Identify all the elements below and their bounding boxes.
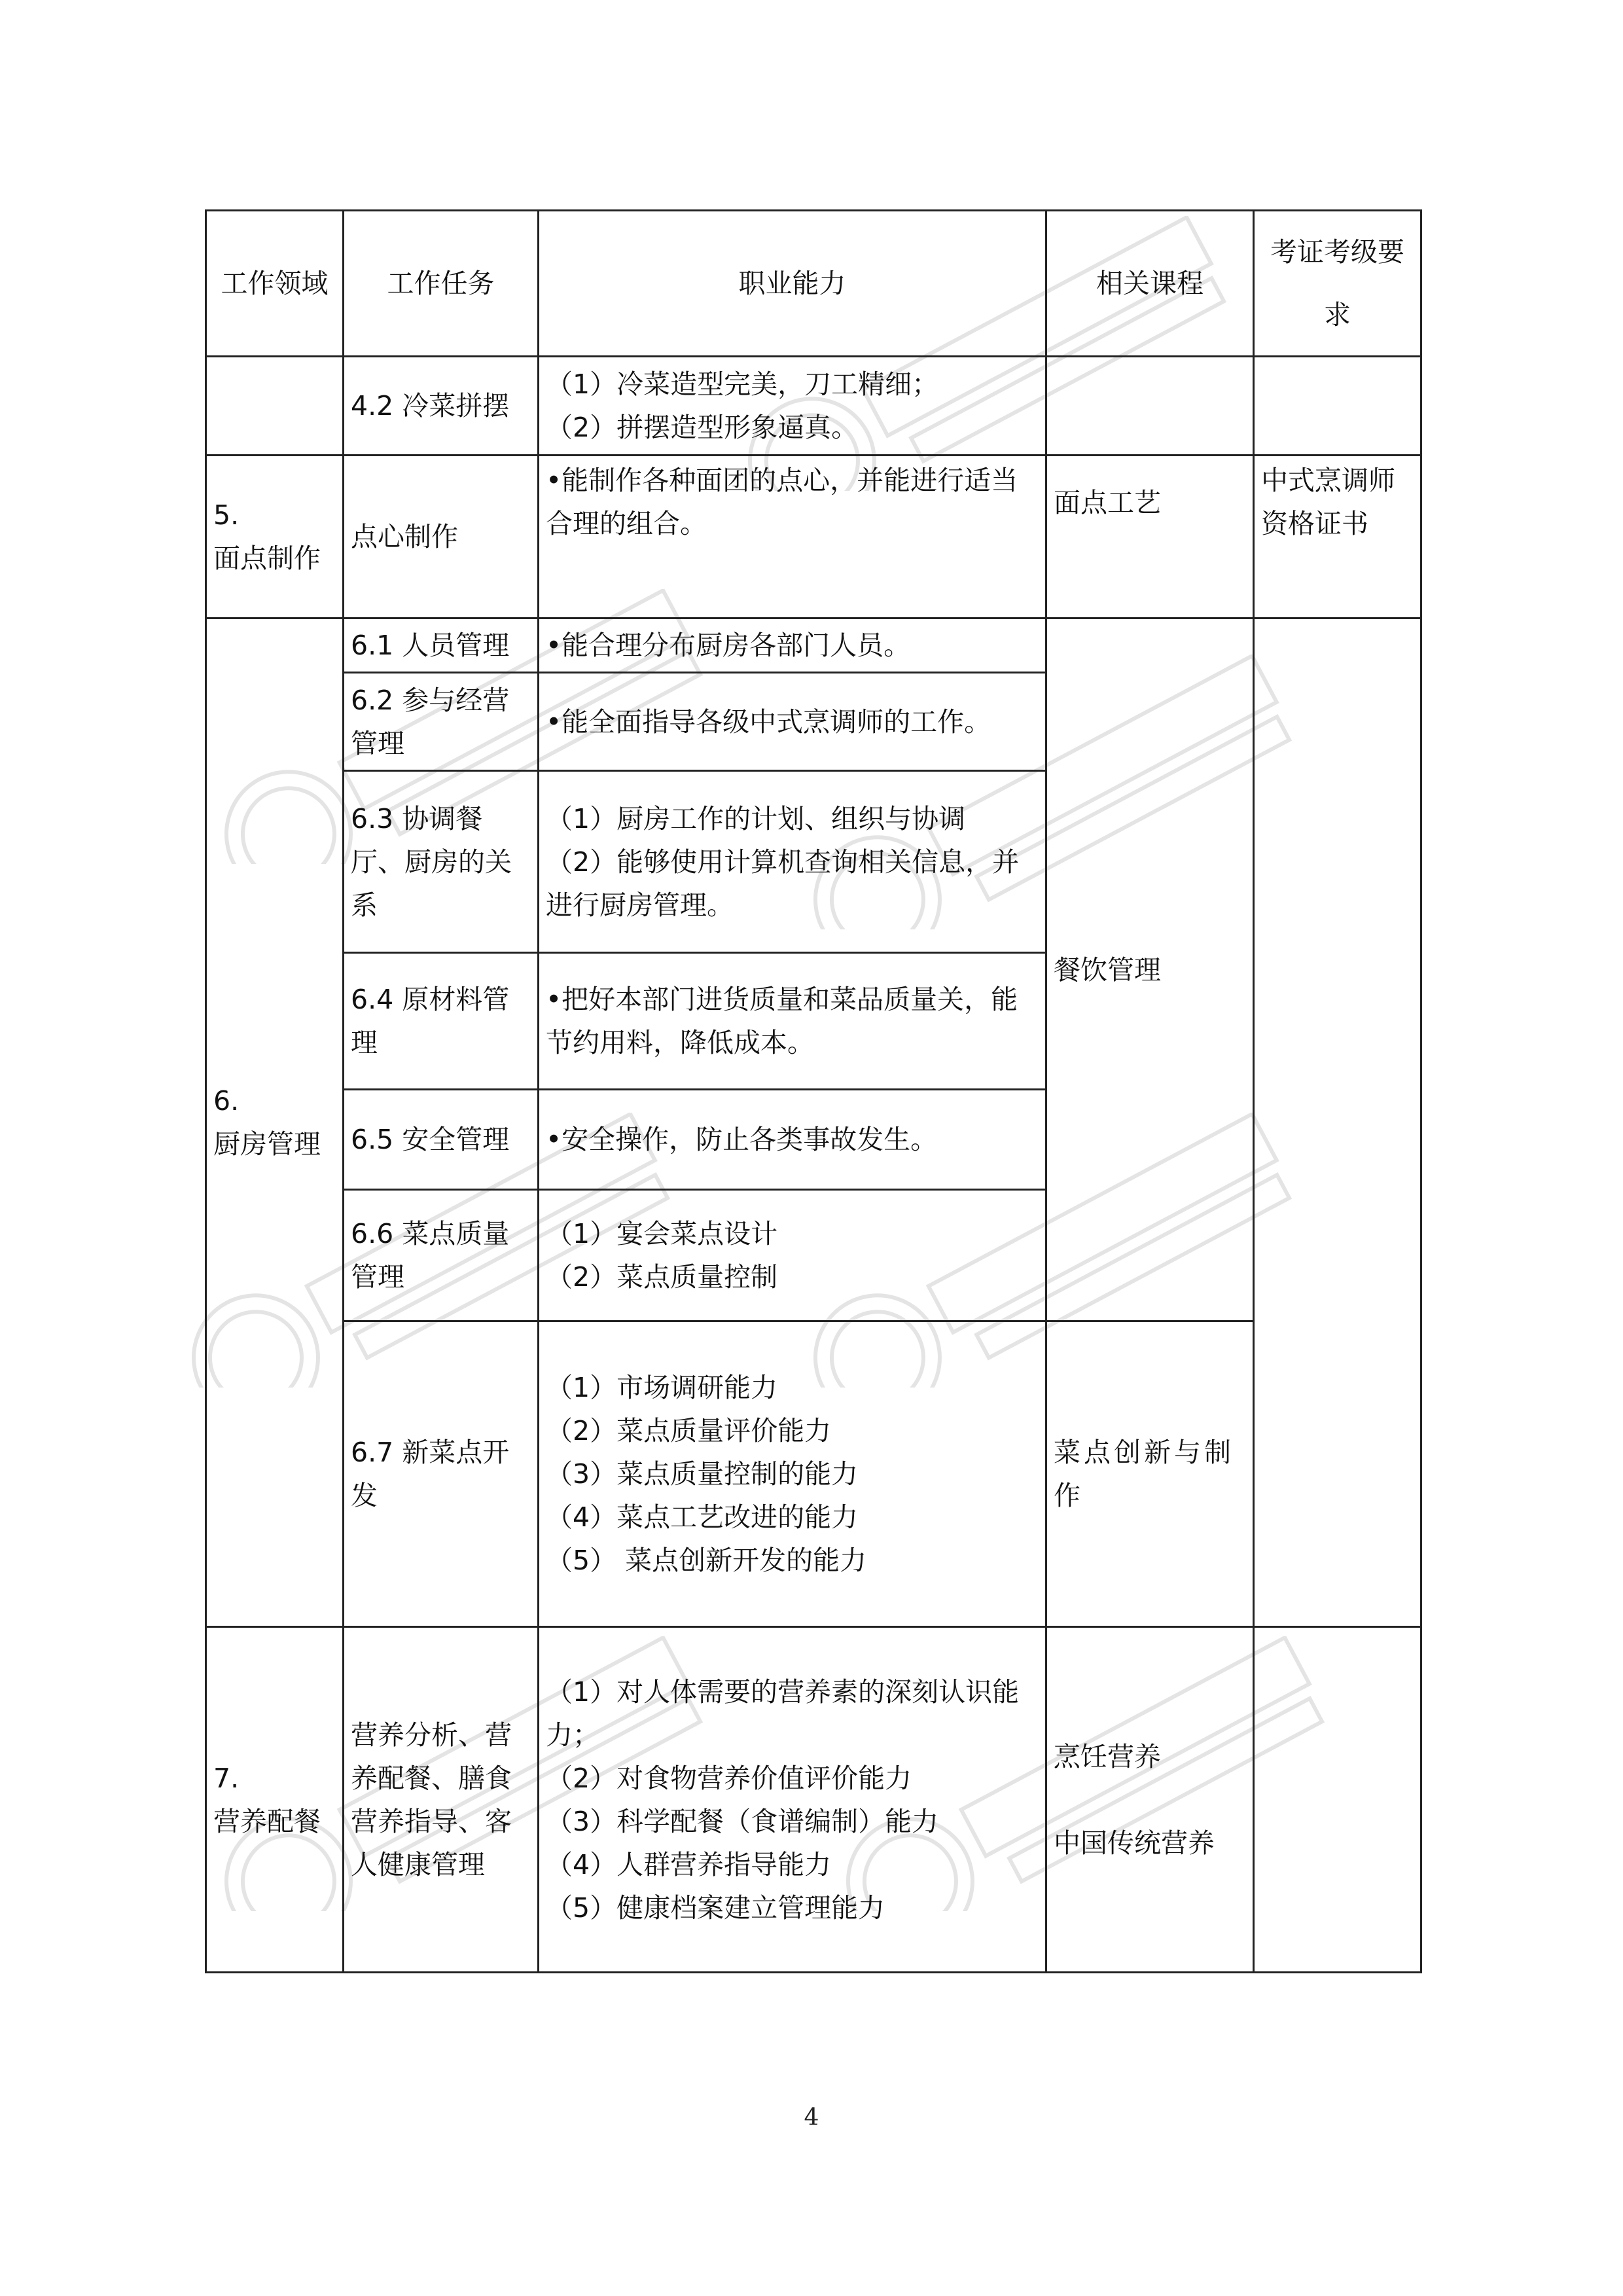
header-cert: 考证考级要求 [1254,211,1421,357]
task-cell: 6.5 安全管理 [344,1090,539,1190]
domain-name: 厨房管理 [213,1128,321,1160]
ability-line: •能合理分布厨房各部门人员。 [546,630,911,661]
domain-cell [206,456,344,619]
cert-cell-empty [1254,619,1421,1627]
domain-name: 营养配餐 [213,1805,321,1837]
course-cell [1046,1627,1254,1973]
course-cell: 菜点创新与制作 [1046,1321,1254,1627]
course-line: 烹饪营养 [1054,1740,1161,1772]
ability-line: （3）科学配餐（食谱编制）能力 [546,1805,939,1837]
course-cell: 餐饮管理 [1046,619,1254,1321]
cert-cell-empty [1254,357,1421,456]
ability-cell [539,456,1046,619]
domain-cell [206,619,344,1627]
cert-cell-empty [1254,1627,1421,1973]
course-cell-empty [1046,357,1254,456]
course-line: 中国传统营养 [1054,1827,1215,1859]
domain-cell-empty [206,357,344,456]
task-cell: 6.4 原材料管理 [344,953,539,1090]
course-spacer [1054,1778,1246,1821]
table-row [206,357,1421,456]
task-cell: 点心制作 [344,456,539,619]
header-ability: 职业能力 [539,211,1046,357]
table-row [206,619,1421,673]
ability-line: （1）冷菜造型完美，刀工精细； [546,368,939,400]
header-row [206,211,1421,357]
table-row [206,456,1421,619]
task-cell: 6.1 人员管理 [344,619,539,673]
cert-cell: 中式烹调师资格证书 [1254,456,1421,619]
ability-line: •安全操作，防止各类事故发生。 [546,1124,938,1155]
domain-cell [206,1627,344,1973]
ability-line: （2）拼摆造型形象逼真。 [546,412,859,443]
ability-line: （4）人群营养指导能力 [546,1848,832,1880]
domain-name: 面点制作 [213,543,321,574]
table-row [206,1321,1421,1627]
ability-line: （3）菜点质量控制的能力 [546,1458,859,1490]
domain-number: 6. [213,1085,240,1117]
header-domain: 工作领域 [206,211,344,357]
ability-line: （4）菜点工艺改进的能力 [546,1501,859,1533]
ability-line: （1）市场调研能力 [546,1372,778,1403]
ability-line: （1）对人体需要的营养素的深刻认识能力； [546,1676,1020,1751]
task-cell: 6.2 参与经营管理 [344,673,539,771]
ability-cell [539,619,1046,673]
task-cell: 6.6 菜点质量管理 [344,1190,539,1321]
curriculum-table [205,209,1422,1973]
header-task: 工作任务 [344,211,539,357]
ability-line: （2）对食物营养价值评价能力 [546,1762,912,1794]
ability-line: （2）菜点质量控制 [546,1261,778,1293]
ability-cell [539,357,1046,456]
ability-cell [539,1321,1046,1627]
domain-number: 7. [213,1762,240,1794]
ability-line: （5） 菜点创新开发的能力 [546,1545,867,1576]
ability-line: （1）厨房工作的计划、组织与协调 [546,802,966,834]
ability-line: （2）菜点质量评价能力 [546,1415,832,1446]
ability-cell [539,771,1046,953]
ability-line: •能制作各种面团的点心，并能进行适当合理的组合。 [546,465,1018,539]
course-cell: 面点工艺 [1046,456,1254,619]
task-cell: 4.2 冷菜拼摆 [344,357,539,456]
ability-line: （5）健康档案建立管理能力 [546,1892,885,1924]
task-cell: 营养分析、营养配餐、膳食营养指导、客人健康管理 [344,1627,539,1973]
ability-cell [539,1190,1046,1321]
task-cell: 6.7 新菜点开发 [344,1321,539,1627]
curriculum-table-wrapper [205,209,1420,1973]
ability-cell [539,1627,1046,1973]
ability-line: •能全面指导各级中式烹调师的工作。 [546,706,991,738]
page-number: 4 [804,2104,819,2131]
ability-cell [539,1090,1046,1190]
ability-line: （2）能够使用计算机查询相关信息，并进行厨房管理。 [546,846,1020,921]
ability-line: （1）宴会菜点设计 [546,1218,778,1249]
domain-number: 5. [213,499,240,531]
header-course: 相关课程 [1046,211,1254,357]
task-cell: 6.3 协调餐厅、厨房的关系 [344,771,539,953]
ability-cell [539,953,1046,1090]
ability-line: •把好本部门进货质量和菜品质量关，能节约用料，降低成本。 [546,984,1018,1058]
table-row [206,1627,1421,1973]
ability-cell [539,673,1046,771]
